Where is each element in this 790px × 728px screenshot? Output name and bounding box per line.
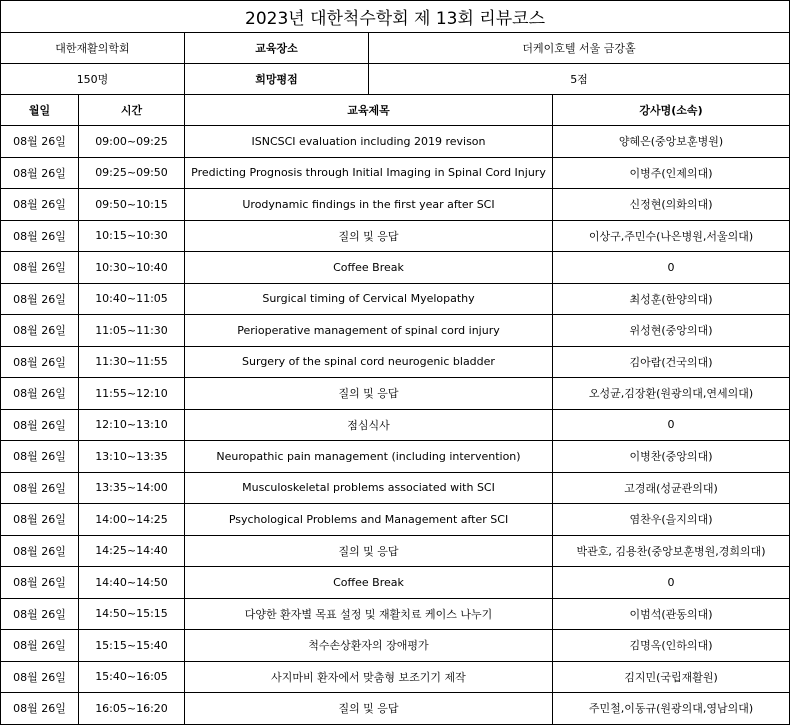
table-row (1, 567, 790, 599)
cell-topic: 다양한 환자별 목표 설정 및 재활치료 케이스 나누기 (185, 598, 553, 630)
cell-time: 14:00~14:25 (79, 504, 185, 536)
header-topic: 교육제목 (185, 95, 553, 126)
cell-speaker: 0 (553, 567, 790, 599)
cell-time: 11:30~11:55 (79, 346, 185, 378)
table-row (1, 504, 790, 536)
cell-date: 08월 26일 (1, 598, 79, 630)
cell-topic: Psychological Problems and Management after SCI (185, 504, 553, 536)
cell-speaker: 이범석(관동의대) (553, 598, 790, 630)
venue-value: 더케이호텔 서울 금강홀 (369, 33, 790, 64)
cell-date: 08월 26일 (1, 220, 79, 252)
cell-date: 08월 26일 (1, 252, 79, 284)
cell-date: 08월 26일 (1, 346, 79, 378)
header-speaker: 강사명(소속) (553, 95, 790, 126)
cell-time: 10:40~11:05 (79, 283, 185, 315)
table-row (1, 441, 790, 473)
cell-speaker: 김명옥(인하의대) (553, 630, 790, 662)
cell-topic: ISNCSCI evaluation including 2019 revison (185, 126, 553, 158)
table-row (1, 315, 790, 347)
table-row (1, 346, 790, 378)
cell-speaker: 0 (553, 409, 790, 441)
cell-speaker: 김아람(건국의대) (553, 346, 790, 378)
page-title: 2023년 대한척수학회 제 13회 리뷰코스 (1, 1, 790, 33)
cell-speaker: 이상구,주민수(나은병원,서울의대) (553, 220, 790, 252)
cell-speaker: 박관호, 김용찬(중앙보훈병원,경희의대) (553, 535, 790, 567)
cell-topic: 질의 및 응답 (185, 693, 553, 725)
table-row (1, 252, 790, 284)
cell-speaker: 주민철,이동규(원광의대,영남의대) (553, 693, 790, 725)
cell-date: 08월 26일 (1, 504, 79, 536)
cell-time: 10:30~10:40 (79, 252, 185, 284)
cell-topic: Urodynamic findings in the first year after SCI (185, 189, 553, 221)
cell-date: 08월 26일 (1, 472, 79, 504)
header-date: 월일 (1, 95, 79, 126)
table-row (1, 472, 790, 504)
info-row-1 (1, 33, 790, 64)
cell-speaker: 이병찬(중앙의대) (553, 441, 790, 473)
title-row (1, 1, 790, 33)
cell-topic: Coffee Break (185, 567, 553, 599)
cell-topic: 질의 및 응답 (185, 220, 553, 252)
cell-time: 15:40~16:05 (79, 661, 185, 693)
rating-label: 희망평점 (185, 64, 369, 95)
table-row (1, 189, 790, 221)
cell-date: 08월 26일 (1, 409, 79, 441)
table-row (1, 598, 790, 630)
cell-topic: Musculoskeletal problems associated with SCI (185, 472, 553, 504)
cell-time: 14:25~14:40 (79, 535, 185, 567)
table-row (1, 693, 790, 725)
cell-date: 08월 26일 (1, 630, 79, 662)
venue-label: 교육장소 (185, 33, 369, 64)
cell-speaker: 0 (553, 252, 790, 284)
cell-topic: Surgical timing of Cervical Myelopathy (185, 283, 553, 315)
cell-time: 11:55~12:10 (79, 378, 185, 410)
cell-date: 08월 26일 (1, 283, 79, 315)
cell-speaker: 위성현(중앙의대) (553, 315, 790, 347)
table-row (1, 535, 790, 567)
cell-topic: Coffee Break (185, 252, 553, 284)
organizer-value: 대한재활의학회 (1, 33, 185, 64)
cell-date: 08월 26일 (1, 126, 79, 158)
cell-time: 11:05~11:30 (79, 315, 185, 347)
table-row (1, 409, 790, 441)
cell-topic: Neuropathic pain management (including intervention) (185, 441, 553, 473)
cell-topic: 척수손상환자의 장애평가 (185, 630, 553, 662)
capacity-value: 150명 (1, 64, 185, 95)
cell-time: 09:25~09:50 (79, 157, 185, 189)
cell-time: 14:40~14:50 (79, 567, 185, 599)
cell-date: 08월 26일 (1, 441, 79, 473)
header-row (1, 95, 790, 126)
cell-time: 12:10~13:10 (79, 409, 185, 441)
table-row (1, 661, 790, 693)
cell-topic: 사지마비 환자에서 맞춤형 보조기기 제작 (185, 661, 553, 693)
cell-time: 13:10~13:35 (79, 441, 185, 473)
cell-time: 09:00~09:25 (79, 126, 185, 158)
cell-date: 08월 26일 (1, 189, 79, 221)
cell-speaker: 고경래(성균관의대) (553, 472, 790, 504)
rating-value: 5점 (369, 64, 790, 95)
table-row (1, 283, 790, 315)
table-row (1, 157, 790, 189)
cell-speaker: 최성훈(한양의대) (553, 283, 790, 315)
cell-topic: 질의 및 응답 (185, 535, 553, 567)
cell-topic: Perioperative management of spinal cord injury (185, 315, 553, 347)
cell-speaker: 김지민(국립재활원) (553, 661, 790, 693)
table-row (1, 378, 790, 410)
cell-topic: 질의 및 응답 (185, 378, 553, 410)
cell-time: 10:15~10:30 (79, 220, 185, 252)
info-row-2 (1, 64, 790, 95)
cell-topic: Predicting Prognosis through Initial Imaging in Spinal Cord Injury (185, 157, 553, 189)
cell-date: 08월 26일 (1, 378, 79, 410)
cell-speaker: 양혜은(중앙보훈병원) (553, 126, 790, 158)
cell-date: 08월 26일 (1, 535, 79, 567)
cell-speaker: 염찬우(을지의대) (553, 504, 790, 536)
cell-topic: Surgery of the spinal cord neurogenic bladder (185, 346, 553, 378)
cell-date: 08월 26일 (1, 661, 79, 693)
table-row (1, 630, 790, 662)
cell-date: 08월 26일 (1, 157, 79, 189)
cell-date: 08월 26일 (1, 567, 79, 599)
cell-speaker: 오성균,김장환(원광의대,연세의대) (553, 378, 790, 410)
cell-speaker: 이병주(인제의대) (553, 157, 790, 189)
cell-time: 14:50~15:15 (79, 598, 185, 630)
table-row (1, 126, 790, 158)
cell-date: 08월 26일 (1, 315, 79, 347)
cell-time: 15:15~15:40 (79, 630, 185, 662)
cell-topic: 점심식사 (185, 409, 553, 441)
cell-time: 13:35~14:00 (79, 472, 185, 504)
table-row (1, 220, 790, 252)
header-time: 시간 (79, 95, 185, 126)
cell-date: 08월 26일 (1, 693, 79, 725)
cell-time: 09:50~10:15 (79, 189, 185, 221)
cell-time: 16:05~16:20 (79, 693, 185, 725)
cell-speaker: 신정현(의화의대) (553, 189, 790, 221)
